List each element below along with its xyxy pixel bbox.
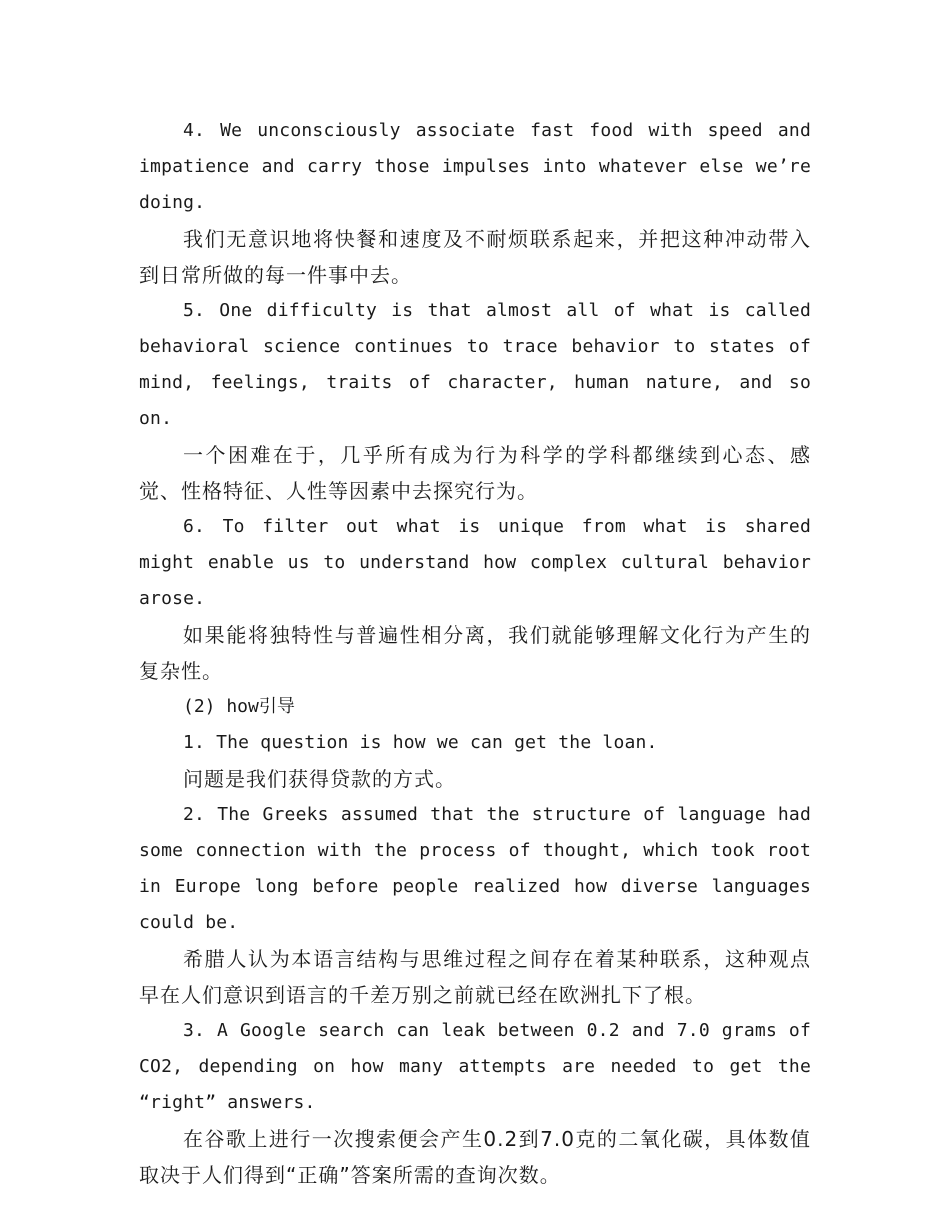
document-page <box>139 113 811 1193</box>
chinese-translation: 问题是我们获得贷款的方式。 <box>183 767 456 791</box>
english-sentence: 4. We unconsciously associate fast food with speed and impatience and carry those impulses into whatever else we’re doing. <box>139 120 811 213</box>
chinese-translation: 希腊人认为本语言结构与思维过程之间存在着某种联系，这种观点早在人们意识到语言的千差万别之前就已经在欧洲扎下了根。 <box>139 947 811 1007</box>
chinese-translation: 我们无意识地将快餐和速度及不耐烦联系起来，并把这种冲动带入到日常所做的每一件事中去。 <box>139 227 811 287</box>
chinese-translation: 在谷歌上进行一次搜索便会产生0.2到7.0克的二氧化碳，具体数值取决于人们得到“正确”答案所需的查询次数。 <box>139 1127 811 1187</box>
chinese-translation: 一个困难在于，几乎所有成为行为科学的学科都继续到心态、感觉、性格特征、人性等因素中去探究行为。 <box>139 443 811 503</box>
english-sentence: 6. To filter out what is unique from what is shared might enable us to understand how complex cultural behavior arose. <box>139 516 811 609</box>
english-sentence: 3. A Google search can leak between 0.2 and 7.0 grams of CO2, depending on how many attempts are needed to get the “right” answers. <box>139 1020 811 1113</box>
english-sentence: 2. The Greeks assumed that the structure of language had some connection with the process of thought, which took root in Europe long before people realized how diverse languages could be. <box>139 804 811 933</box>
section-heading: (2) how引导 <box>183 696 295 717</box>
english-sentence: 5. One difficulty is that almost all of what is called behavioral science continues to trace behavior to states of mind, feelings, traits of character, human nature, and so on. <box>139 300 811 429</box>
english-sentence: 1. The question is how we can get the loan. <box>183 732 658 753</box>
chinese-translation: 如果能将独特性与普遍性相分离，我们就能够理解文化行为产生的复杂性。 <box>139 623 811 683</box>
